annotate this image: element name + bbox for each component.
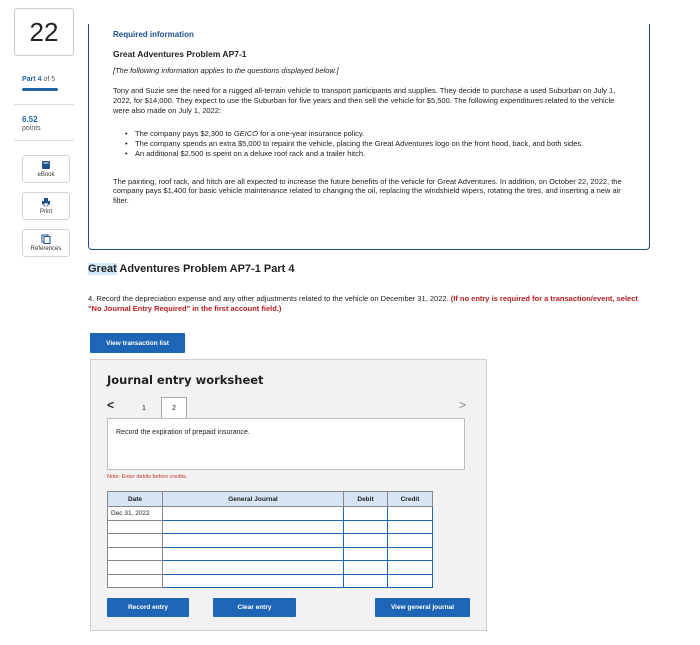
record-entry-button[interactable]: Record entry xyxy=(107,598,189,617)
points-value: 6.52 xyxy=(22,115,38,124)
book-icon xyxy=(41,160,51,170)
part-title-highlight: Great xyxy=(88,263,117,275)
prompt-instruction: (If no entry is required for a transaction/event, select "No Journal Entry Required" in the first account field.) xyxy=(88,294,638,314)
journal-table xyxy=(107,491,433,588)
bullet-text: for a one-year insurance policy. xyxy=(257,129,365,139)
chevron-right-icon[interactable]: > xyxy=(459,398,467,412)
table-row xyxy=(108,507,433,521)
part-progress-fill xyxy=(22,88,58,91)
table-row xyxy=(108,547,433,561)
required-information-panel xyxy=(88,24,650,250)
worksheet-page-2[interactable]: 2 xyxy=(161,397,187,419)
chevron-left-icon[interactable]: < xyxy=(107,398,115,412)
question-prompt xyxy=(88,294,648,314)
part-title xyxy=(88,263,294,275)
ebook-button[interactable] xyxy=(22,155,70,183)
print-label: Print xyxy=(39,209,53,215)
prompt-text: 4. Record the depreciation expense and any other adjustments related to the vehicle on December 31, 2022. xyxy=(88,294,451,303)
credit-input[interactable] xyxy=(388,574,433,588)
debit-input[interactable] xyxy=(344,520,388,534)
worksheet-note: Note: Enter debits before credits. xyxy=(107,474,188,480)
debit-input[interactable] xyxy=(344,534,388,548)
debit-input[interactable] xyxy=(344,574,388,588)
required-information-heading: Required information xyxy=(113,30,194,39)
general-journal-column-header: General Journal xyxy=(163,492,344,507)
references-icon xyxy=(41,234,51,244)
references-label: References xyxy=(30,246,62,252)
credit-input[interactable] xyxy=(388,520,433,534)
bullet-text: The company spends an extra $5,000 to repaint the vehicle, placing the Great Adventures logo on the front hood, back, and both sides. xyxy=(135,139,584,149)
worksheet-title: Journal entry worksheet xyxy=(107,373,264,387)
account-input[interactable] xyxy=(163,507,344,521)
references-button[interactable] xyxy=(22,229,70,257)
table-row xyxy=(108,534,433,548)
date-cell xyxy=(108,561,163,575)
account-input[interactable] xyxy=(163,520,344,534)
bullet-emphasis: GEICO xyxy=(233,129,258,139)
date-column-header: Date xyxy=(108,492,163,507)
question-number xyxy=(14,8,74,56)
view-transaction-list-button[interactable]: View transaction list xyxy=(90,333,185,353)
worksheet-page-1[interactable]: 1 xyxy=(142,404,146,412)
part-label: Part xyxy=(22,76,36,83)
view-general-journal-button[interactable]: View general journal xyxy=(375,598,470,617)
table-row xyxy=(108,561,433,575)
printer-icon xyxy=(41,197,51,207)
date-cell xyxy=(108,534,163,548)
part-progress-bar xyxy=(22,88,58,91)
clear-entry-button[interactable]: Clear entry xyxy=(213,598,296,617)
list-item xyxy=(125,129,625,139)
debit-input[interactable] xyxy=(344,547,388,561)
account-input[interactable] xyxy=(163,561,344,575)
part-title-rest: Adventures Problem AP7-1 Part 4 xyxy=(116,263,295,275)
date-cell xyxy=(108,520,163,534)
table-row xyxy=(108,520,433,534)
date-cell xyxy=(108,574,163,588)
date-cell: Dec 31, 2022 xyxy=(108,507,163,521)
debit-input[interactable] xyxy=(344,561,388,575)
account-input[interactable] xyxy=(163,574,344,588)
points-display xyxy=(22,115,41,133)
part-total: of 5 xyxy=(43,76,56,83)
expenditure-list xyxy=(113,129,625,158)
info-note: [The following information applies to the questions displayed below.] xyxy=(113,66,339,76)
account-input[interactable] xyxy=(163,534,344,548)
list-item xyxy=(125,139,625,149)
credit-input[interactable] xyxy=(388,547,433,561)
account-input[interactable] xyxy=(163,547,344,561)
print-button[interactable] xyxy=(22,192,70,220)
problem-title: Great Adventures Problem AP7-1 xyxy=(113,49,247,60)
credit-input[interactable] xyxy=(388,561,433,575)
worksheet-description: Record the expiration of prepaid insurance. xyxy=(107,418,465,470)
part-indicator xyxy=(22,76,55,83)
part-current: 4 xyxy=(37,76,42,83)
points-label: points xyxy=(22,124,41,132)
credit-input[interactable] xyxy=(388,507,433,521)
credit-column-header: Credit xyxy=(388,492,433,507)
question-number-text: 22 xyxy=(29,16,59,47)
table-header-row xyxy=(108,492,433,507)
ebook-label: eBook xyxy=(37,172,55,178)
sidebar-divider xyxy=(14,104,74,105)
debit-column-header: Debit xyxy=(344,492,388,507)
bullet-text: The company pays $2,300 to xyxy=(135,129,234,139)
info-paragraph-1: Tony and Suzie see the need for a rugged all-terrain vehicle to transport participants and supplies. They decide to purchase a used Suburban on July 1, 2022, for $14,000. They expect to use the Suburban for five years and then sell the vehicle for $5,500. The following expenditures related to the vehicle were also made on July 1, 2022: xyxy=(113,86,616,115)
list-item xyxy=(125,149,625,159)
info-paragraph-2: The painting, roof rack, and hitch are all expected to increase the future benefits of the vehicle for Great Adventures. In addition, on October 22, 2022, the company pays $1,400 for basic vehicle maintenance related to changing the oil, replacing the windshield wipers, rotating the tires, and inserting a new air filter. xyxy=(113,176,622,206)
debit-input[interactable] xyxy=(344,507,388,521)
credit-input[interactable] xyxy=(388,534,433,548)
bullet-text: An additional $2,500 is spent on a deluxe roof rack and a trailer hitch. xyxy=(135,148,366,158)
table-row xyxy=(108,574,433,588)
sidebar-divider xyxy=(14,140,74,141)
journal-entry-worksheet xyxy=(90,359,487,631)
date-cell xyxy=(108,547,163,561)
